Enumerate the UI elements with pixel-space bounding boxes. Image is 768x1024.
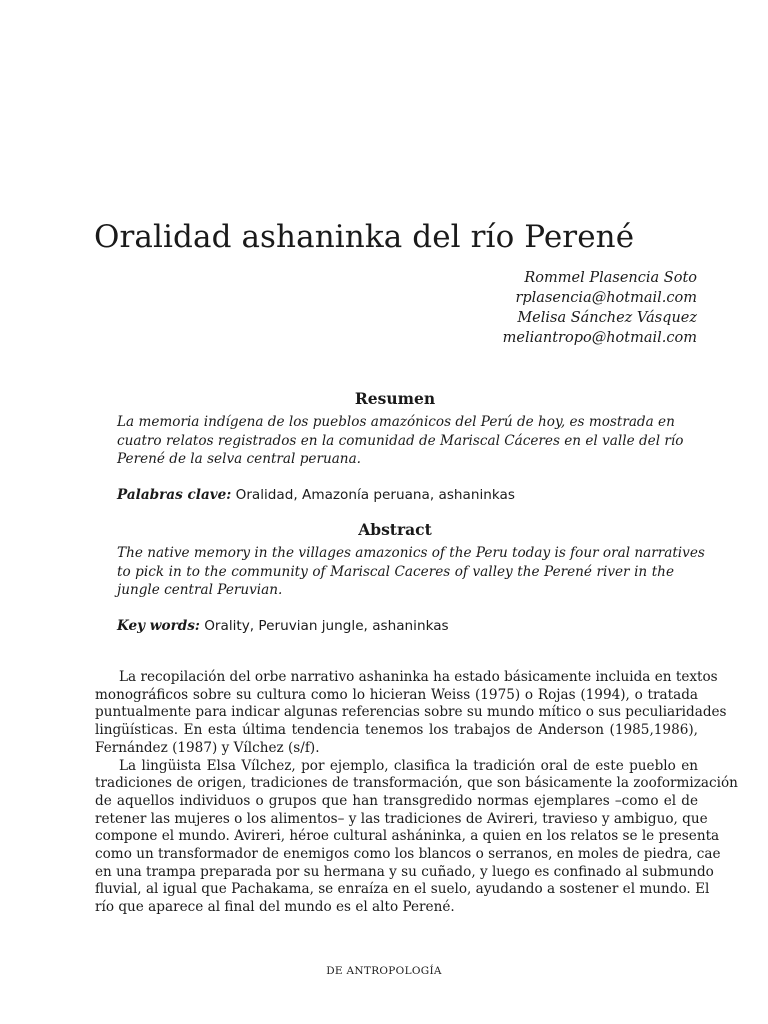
abstract-line: to pick in to the community of Mariscal Caceres of valley the Perené river in the [117, 563, 674, 580]
author-name: Melisa Sánchez Vásquez [517, 310, 697, 326]
body-line: La lingüista Elsa Vílchez, por ejemplo, clasifica la tradición oral de este pueblo en [119, 757, 698, 774]
author-email: meliantropo@hotmail.com [502, 330, 697, 346]
body-line: de aquellos individuos o grupos que han transgredido normas ejemplares –como el de [95, 792, 698, 809]
resumen-line: La memoria indígena de los pueblos amazónicos del Perú de hoy, es mostrada en [117, 414, 675, 430]
abstract-heading: Abstract [358, 520, 432, 539]
resumen-line: Perené de la selva central peruana. [117, 451, 361, 467]
body-line: en una trampa preparada por su hermana y su cuñado, y luego es confinado al submundo [95, 863, 714, 880]
abstract-text [117, 544, 705, 600]
author-name: Rommel Plasencia Soto [524, 270, 697, 286]
article-title: Oralidad ashaninka del río Perené [94, 218, 635, 255]
body-line: Fernández (1987) y Vílchez (s/f). [95, 739, 320, 756]
body-line: compone el mundo. Avireri, héroe cultural asháninka, a quien en los relatos se le presenta [95, 828, 720, 845]
page-footer: DE ANTROPOLOGÍA [326, 965, 442, 977]
palabras-clave [117, 486, 674, 504]
keywords-value: Orality, Peruvian jungle, ashaninkas [199, 618, 449, 634]
author-email: rplasencia@hotmail.com [515, 290, 697, 306]
body-line: La recopilación del orbe narrativo ashaninka ha estado básicamente incluida en textos [119, 669, 718, 685]
body-text [95, 669, 738, 917]
resumen-line: cuatro relatos registrados en la comunidad de Mariscal Cáceres en el valle del río [117, 432, 684, 449]
keywords-label: Palabras clave: [117, 487, 232, 503]
key-words [117, 617, 674, 635]
abstract-line: The native memory in the villages amazonics of the Peru today is four oral narratives [117, 545, 705, 561]
keywords-label: Key words: [117, 618, 200, 634]
body-line: retener las mujeres o los alimentos– y las tradiciones de Avireri, travieso y ambiguo, que [95, 810, 708, 827]
resumen-heading: Resumen [354, 389, 436, 408]
body-line: río que aparece al final del mundo es el alto Perené. [95, 899, 455, 916]
keywords-value: Oralidad, Amazonía peruana, ashaninkas [231, 487, 515, 503]
body-line: monográficos sobre su cultura como lo hicieran Weiss (1975) o Rojas (1994), o tratada [95, 686, 698, 703]
abstract-line: jungle central Peruvian. [117, 582, 283, 598]
body-line: tradiciones de origen, tradiciones de transformación, que son básicamente la zooformización [95, 775, 738, 792]
body-line: puntualmente para indicar algunas referencias sobre su mundo mítico o sus peculiaridades [95, 704, 727, 721]
body-line: lingüísticas. En esta última tendencia tenemos los trabajos de Anderson (1985,1986), [95, 722, 698, 739]
body-line: como un transformador de enemigos como los blancos o serranos, en moles de piedra, cae [95, 846, 721, 863]
resumen-text [117, 413, 684, 469]
author-block [503, 268, 697, 348]
body-line: fluvial, al igual que Pachakama, se enraíza en el suelo, ayudando a sostener el mundo. El [95, 881, 710, 898]
